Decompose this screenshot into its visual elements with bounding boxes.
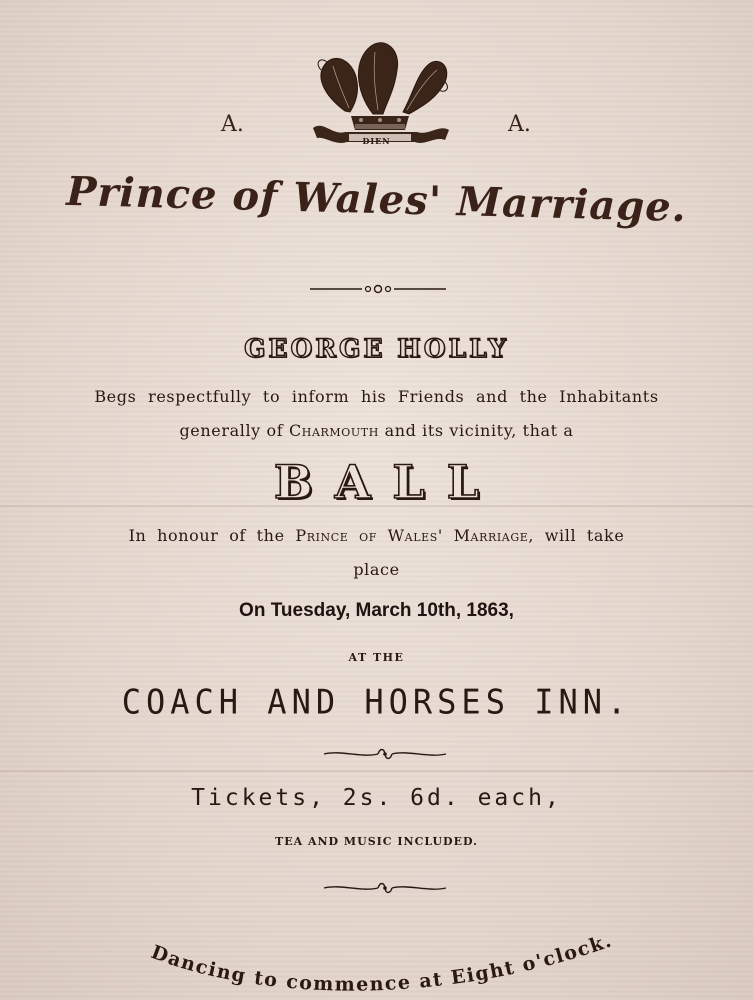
place-name: Charmouth xyxy=(288,421,379,440)
event-heading: BALL xyxy=(273,455,502,509)
honour-line xyxy=(0,526,753,545)
paper-fold xyxy=(0,770,753,772)
intro-line-2 xyxy=(0,421,753,440)
event-date: On Tuesday, March 10th, 1863, xyxy=(239,600,514,621)
svg-text:Dancing to commence at Eight o xyxy=(148,929,615,995)
tea-note: TEA AND MUSIC INCLUDED. xyxy=(275,835,478,848)
flourish-divider-icon xyxy=(322,746,448,762)
honour-line-2: place xyxy=(353,560,400,579)
at-the-label: AT THE xyxy=(348,651,405,664)
closing-line xyxy=(0,905,753,1000)
corner-mark-right: A. xyxy=(508,112,531,137)
host-name: GEORGE HOLLY xyxy=(244,334,509,363)
ornamental-divider-icon xyxy=(310,280,446,298)
page-title: Prince of Wales' Marriage. xyxy=(65,167,688,232)
intro-line-2-post: and its vicinity, that a xyxy=(384,421,574,440)
intro-line-2-pre: generally of xyxy=(179,421,284,440)
venue-name: COACH AND HORSES INN. xyxy=(121,682,632,722)
corner-mark-left: A. xyxy=(221,112,244,137)
intro-line-1: Begs respectfully to inform his Friends and the Inhabitants xyxy=(94,387,659,406)
honour-line-occasion: Prince of Wales' Marriage, xyxy=(295,526,535,545)
flourish-divider-icon xyxy=(322,880,448,896)
honour-line-post: will take xyxy=(544,526,625,545)
ticket-price: Tickets, 2s. 6d. each, xyxy=(191,785,562,811)
dancing-text: Dancing to commence at Eight o'clock. xyxy=(148,929,616,996)
honour-line-pre: In honour of the xyxy=(128,526,285,545)
crest-motto: DIEN xyxy=(362,136,391,146)
